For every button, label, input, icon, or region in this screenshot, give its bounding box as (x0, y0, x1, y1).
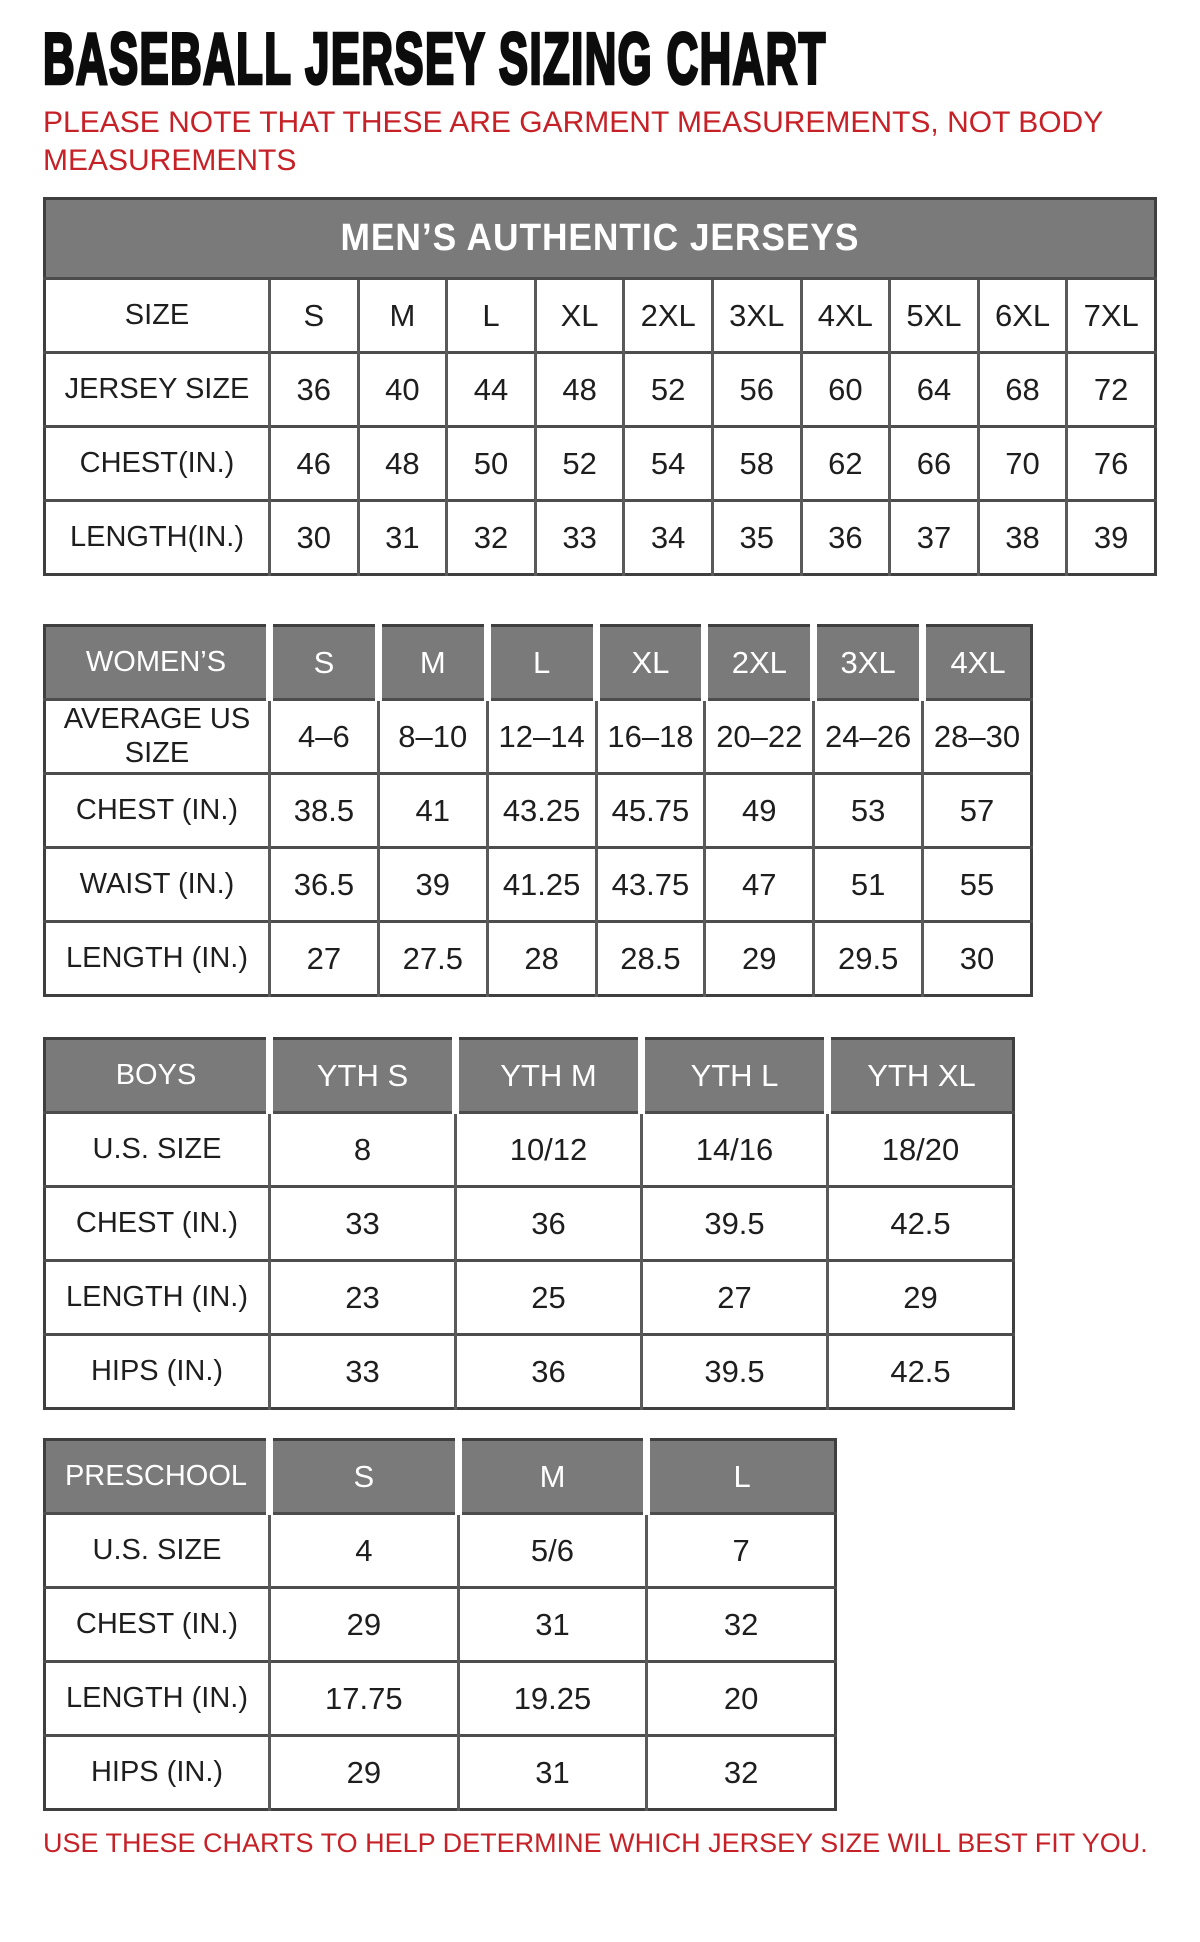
mens-sizing-table (43, 197, 1157, 576)
table-banner (45, 199, 1156, 279)
row-label: HIPS (IN.) (45, 1335, 270, 1409)
row-label: U.S. SIZE (45, 1514, 270, 1588)
measurement-value: 70 (978, 427, 1067, 501)
size-column-header: YTH XL (828, 1039, 1014, 1113)
measurement-row (45, 1514, 836, 1588)
measurement-value: 42.5 (828, 1187, 1014, 1261)
measurement-value: 36 (456, 1187, 642, 1261)
measurement-value: 34 (624, 501, 713, 575)
measurement-value: 44 (447, 353, 536, 427)
footer-note: USE THESE CHARTS TO HELP DETERMINE WHICH JERSEY SIZE WILL BEST FIT YOU. (43, 1828, 1148, 1858)
womens-sizing-table (43, 624, 1033, 997)
measurement-value: 55 (923, 848, 1032, 922)
measurement-value: 32 (647, 1588, 836, 1662)
row-label: JERSEY SIZE (45, 353, 270, 427)
measurement-row (45, 848, 1032, 922)
size-column-header: 5XL (890, 279, 979, 353)
measurement-value: 39.5 (642, 1187, 828, 1261)
measurement-value: 64 (890, 353, 979, 427)
measurement-value: 32 (647, 1736, 836, 1810)
measurement-value: 37 (890, 501, 979, 575)
row-label: U.S. SIZE (45, 1113, 270, 1187)
measurement-value: 52 (535, 427, 624, 501)
measurement-value: 33 (270, 1335, 456, 1409)
size-column-header: S (270, 279, 359, 353)
measurement-value: 4–6 (270, 700, 379, 774)
measurement-value: 4 (270, 1514, 459, 1588)
size-column-header: 4XL (801, 279, 890, 353)
measurement-row (45, 1662, 836, 1736)
measurement-value: 60 (801, 353, 890, 427)
measurement-row (45, 700, 1032, 774)
size-column-header: 7XL (1067, 279, 1156, 353)
measurement-value: 19.25 (458, 1662, 647, 1736)
measurement-value: 68 (978, 353, 1067, 427)
measurement-value: 48 (535, 353, 624, 427)
measurement-value: 29 (828, 1261, 1014, 1335)
size-column-header: M (458, 1440, 647, 1514)
measurement-value: 29 (270, 1736, 459, 1810)
table-label-header: WOMEN’S (45, 626, 270, 700)
measurement-value: 25 (456, 1261, 642, 1335)
size-header-row (45, 626, 1032, 700)
measurement-row (45, 1261, 1014, 1335)
measurement-value: 40 (358, 353, 447, 427)
measurement-value: 76 (1067, 427, 1156, 501)
measurement-value: 29 (705, 922, 814, 996)
measurement-value: 24–26 (814, 700, 923, 774)
measurement-value: 38 (978, 501, 1067, 575)
row-label: WAIST (IN.) (45, 848, 270, 922)
row-label: HIPS (IN.) (45, 1736, 270, 1810)
measurement-value: 54 (624, 427, 713, 501)
measurement-value: 29 (270, 1588, 459, 1662)
measurement-value: 29.5 (814, 922, 923, 996)
measurement-value: 16–18 (596, 700, 705, 774)
garment-measurement-note: PLEASE NOTE THAT THESE ARE GARMENT MEASUREMENTS, NOT BODY MEASUREMENTS (43, 106, 1103, 177)
measurement-value: 32 (447, 501, 536, 575)
measurement-value: 27.5 (378, 922, 487, 996)
measurement-value: 30 (923, 922, 1032, 996)
measurement-value: 35 (712, 501, 801, 575)
measurement-value: 20–22 (705, 700, 814, 774)
measurement-value: 27 (270, 922, 379, 996)
measurement-value: 45.75 (596, 774, 705, 848)
measurement-value: 49 (705, 774, 814, 848)
measurement-value: 14/16 (642, 1113, 828, 1187)
row-label: LENGTH (IN.) (45, 1261, 270, 1335)
measurement-value: 62 (801, 427, 890, 501)
row-label: CHEST(IN.) (45, 427, 270, 501)
preschool-sizing-table (43, 1438, 837, 1811)
measurement-value: 36.5 (270, 848, 379, 922)
measurement-row (45, 427, 1156, 501)
measurement-value: 72 (1067, 353, 1156, 427)
measurement-value: 30 (270, 501, 359, 575)
size-column-header: M (358, 279, 447, 353)
measurement-value: 41 (378, 774, 487, 848)
measurement-value: 39.5 (642, 1335, 828, 1409)
row-label: LENGTH (IN.) (45, 922, 270, 996)
measurement-value: 8 (270, 1113, 456, 1187)
row-label: LENGTH (IN.) (45, 1662, 270, 1736)
measurement-value: 28.5 (596, 922, 705, 996)
size-column-header: L (487, 626, 596, 700)
measurement-value: 27 (642, 1261, 828, 1335)
measurement-value: 20 (647, 1662, 836, 1736)
measurement-value: 36 (456, 1335, 642, 1409)
size-header-row (45, 1440, 836, 1514)
measurement-row (45, 353, 1156, 427)
measurement-value: 47 (705, 848, 814, 922)
measurement-value: 38.5 (270, 774, 379, 848)
size-column-header: 6XL (978, 279, 1067, 353)
table-banner-title: MEN’S AUTHENTIC JERSEYS (340, 217, 860, 259)
measurement-value: 42.5 (828, 1335, 1014, 1409)
table-label-header: SIZE (45, 279, 270, 353)
measurement-row (45, 1736, 836, 1810)
measurement-value: 39 (378, 848, 487, 922)
size-column-header: S (270, 1440, 459, 1514)
size-column-header: S (270, 626, 379, 700)
size-column-header: YTH M (456, 1039, 642, 1113)
size-column-header: 2XL (705, 626, 814, 700)
measurement-value: 5/6 (458, 1514, 647, 1588)
measurement-row (45, 774, 1032, 848)
measurement-value: 8–10 (378, 700, 487, 774)
size-column-header: 4XL (923, 626, 1032, 700)
measurement-value: 31 (458, 1736, 647, 1810)
page-title-text: BASEBALL JERSEY SIZING CHART (43, 17, 827, 100)
size-column-header: 3XL (712, 279, 801, 353)
size-column-header: L (647, 1440, 836, 1514)
row-label: CHEST (IN.) (45, 774, 270, 848)
measurement-value: 33 (535, 501, 624, 575)
measurement-value: 46 (270, 427, 359, 501)
size-column-header: XL (596, 626, 705, 700)
size-tables (43, 197, 1200, 1811)
measurement-value: 48 (358, 427, 447, 501)
measurement-value: 28 (487, 922, 596, 996)
measurement-value: 57 (923, 774, 1032, 848)
measurement-value: 41.25 (487, 848, 596, 922)
measurement-value: 12–14 (487, 700, 596, 774)
measurement-value: 23 (270, 1261, 456, 1335)
measurement-row (45, 922, 1032, 996)
measurement-value: 52 (624, 353, 713, 427)
measurement-row (45, 501, 1156, 575)
size-column-header: YTH S (270, 1039, 456, 1113)
table-banner-row (45, 199, 1156, 279)
row-label: CHEST (IN.) (45, 1588, 270, 1662)
row-label: AVERAGE US SIZE (45, 700, 270, 774)
size-header-row (45, 279, 1156, 353)
size-column-header: 3XL (814, 626, 923, 700)
measurement-value: 39 (1067, 501, 1156, 575)
size-column-header: L (447, 279, 536, 353)
table-label-header: BOYS (45, 1039, 270, 1113)
measurement-value: 31 (358, 501, 447, 575)
measurement-value: 18/20 (828, 1113, 1014, 1187)
boys-sizing-table (43, 1037, 1015, 1410)
measurement-value: 58 (712, 427, 801, 501)
measurement-value: 17.75 (270, 1662, 459, 1736)
measurement-row (45, 1187, 1014, 1261)
size-column-header: YTH L (642, 1039, 828, 1113)
measurement-value: 36 (270, 353, 359, 427)
size-column-header: M (378, 626, 487, 700)
row-label: CHEST (IN.) (45, 1187, 270, 1261)
measurement-value: 31 (458, 1588, 647, 1662)
measurement-value: 50 (447, 427, 536, 501)
measurement-value: 43.25 (487, 774, 596, 848)
measurement-value: 10/12 (456, 1113, 642, 1187)
size-header-row (45, 1039, 1014, 1113)
measurement-value: 51 (814, 848, 923, 922)
page-title (43, 17, 1200, 100)
measurement-value: 66 (890, 427, 979, 501)
measurement-value: 33 (270, 1187, 456, 1261)
measurement-value: 7 (647, 1514, 836, 1588)
measurement-row (45, 1588, 836, 1662)
measurement-value: 43.75 (596, 848, 705, 922)
measurement-row (45, 1335, 1014, 1409)
measurement-value: 36 (801, 501, 890, 575)
measurement-row (45, 1113, 1014, 1187)
size-column-header: 2XL (624, 279, 713, 353)
measurement-value: 53 (814, 774, 923, 848)
size-column-header: XL (535, 279, 624, 353)
row-label: LENGTH(IN.) (45, 501, 270, 575)
table-label-header: PRESCHOOL (45, 1440, 270, 1514)
measurement-value: 56 (712, 353, 801, 427)
measurement-value: 28–30 (923, 700, 1032, 774)
